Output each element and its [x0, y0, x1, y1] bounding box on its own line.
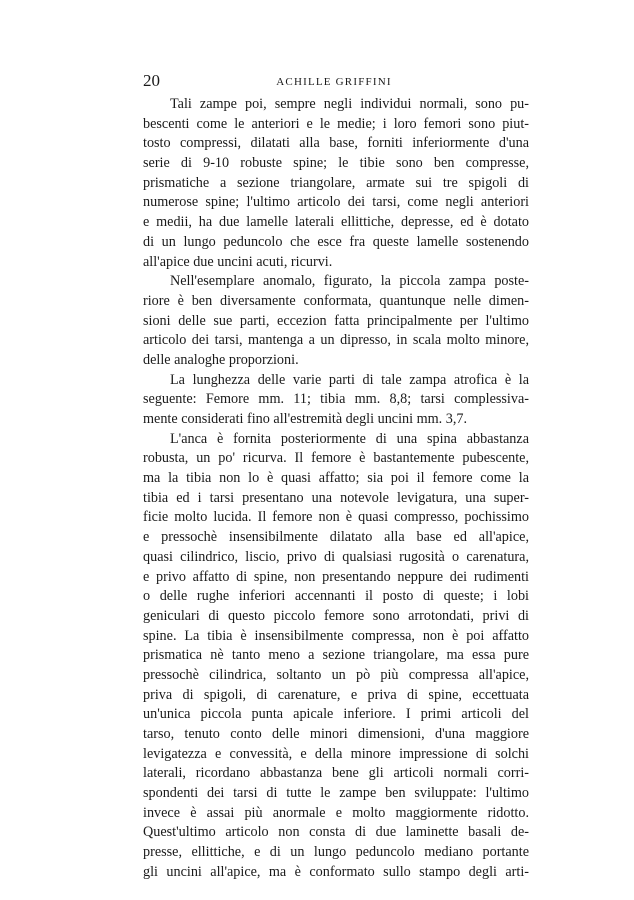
text-line: e privo affatto di spine, non presentando neppure dei rudimenti: [143, 568, 529, 585]
text-line: levigatezza e convessità, e della minore impressione di solchi: [143, 745, 529, 762]
text-line: ficie molto lucida. Il femore non è quasi compresso, pochissimo: [143, 509, 529, 526]
text-line: gli uncini all'apice, ma è conformato sullo stampo degli arti-: [143, 863, 529, 880]
text-line: spine. La tibia è insensibilmente compressa, non è poi affatto: [143, 627, 529, 644]
text-line: articolo dei tarsi, mantenga a un dipresso, in scala molto minore,: [143, 332, 529, 349]
page-number: 20: [143, 71, 160, 90]
text-line: tarso, tenuto conto delle minori dimensioni, d'una maggiore: [143, 726, 529, 742]
text-line: all'apice due uncini acuti, ricurvi.: [143, 253, 333, 270]
text-line: Quest'ultimo articolo non consta di due laminette basali de-: [143, 824, 529, 841]
text-line: di un lungo peduncolo che esce fra queste lamelle sostenendo: [143, 233, 529, 250]
text-line: spondenti dei tarsi di tutte le zampe ben sviluppate: l'ultimo: [143, 785, 529, 802]
text-line: Tali zampe poi, sempre negli individui normali, sono pu-: [170, 96, 529, 112]
text-line: La lunghezza delle varie parti di tale zampa atrofica è la: [170, 371, 529, 388]
text-line: riore è ben diversamente conformata, quantunque nelle dimen-: [143, 292, 529, 309]
text-line: L'anca è fornita posteriormente di una spina abbastanza: [170, 430, 529, 447]
text-line: tibia ed i tarsi presentano una notevole levigatura, una super-: [143, 489, 529, 506]
text-line: geniculari di questo piccolo femore sono arrotondati, privi di: [143, 607, 529, 624]
text-line: bescenti come le anteriori e le medie; i loro femori sono piut-: [143, 115, 529, 132]
text-line: e pressochè insensibilmente dilatato alla base ed all'apice,: [143, 529, 529, 546]
text-line: invece è assai più anormale e molto maggiormente ridotto.: [143, 804, 529, 821]
text-line: priva di spigoli, di carenature, e priva di spine, eccettuata: [143, 686, 529, 703]
running-head: [143, 70, 525, 92]
text-line: o delle rughe inferiori accennanti il posto di queste; i lobi: [143, 588, 529, 605]
text-line: delle analoghe proporzioni.: [143, 351, 299, 368]
text-line: seguente: Femore mm. 11; tibia mm. 8,8; tarsi complessiva-: [143, 391, 529, 408]
text-line: Nell'esemplare anomalo, figurato, la piccola zampa poste-: [170, 273, 529, 290]
text-line: mente considerati fino all'estremità degli uncini mm. 3,7.: [143, 411, 468, 427]
text-line: quasi cilindrico, liscio, privo di qualsiasi rugosità o carenatura,: [143, 548, 529, 565]
text-line: laterali, ricordano abbastanza bene gli articoli normali corri-: [143, 765, 529, 782]
body-text: [143, 95, 529, 883]
text-line: sioni delle sue parti, eccezion fatta principalmente per l'ultimo: [143, 312, 529, 329]
text-line: serie di 9-10 robuste spine; le tibie sono ben compresse,: [143, 155, 529, 172]
text-line: prismatica nè tanto meno a sezione triangolare, ma essa pure: [143, 647, 529, 664]
text-line: pressochè cilindrica, soltanto un pò più compressa all'apice,: [143, 666, 529, 683]
text-line: prismatiche a sezione triangolare, armate sui tre spigoli di: [143, 174, 529, 191]
text-line: tosto compressi, dilatati alla base, forniti inferiormente d'una: [143, 135, 529, 152]
text-line: robusta, un po' ricurva. Il femore è bastantemente pubescente,: [143, 450, 529, 467]
running-title: ACHILLE GRIFFINI: [276, 76, 392, 88]
text-line: ma la tibia non lo è quasi affatto; sia poi il femore come la: [143, 470, 529, 487]
text-line: numerose spine; l'ultimo articolo dei tarsi, come negli anteriori: [143, 194, 529, 211]
text-line: un'unica piccola punta apicale inferiore. I primi articoli del: [143, 706, 529, 723]
text-line: e medii, ha due lamelle laterali ellittiche, depresse, ed è dotato: [143, 214, 529, 231]
text-line: presse, ellittiche, e di un lungo peduncolo mediano portante: [143, 844, 529, 861]
